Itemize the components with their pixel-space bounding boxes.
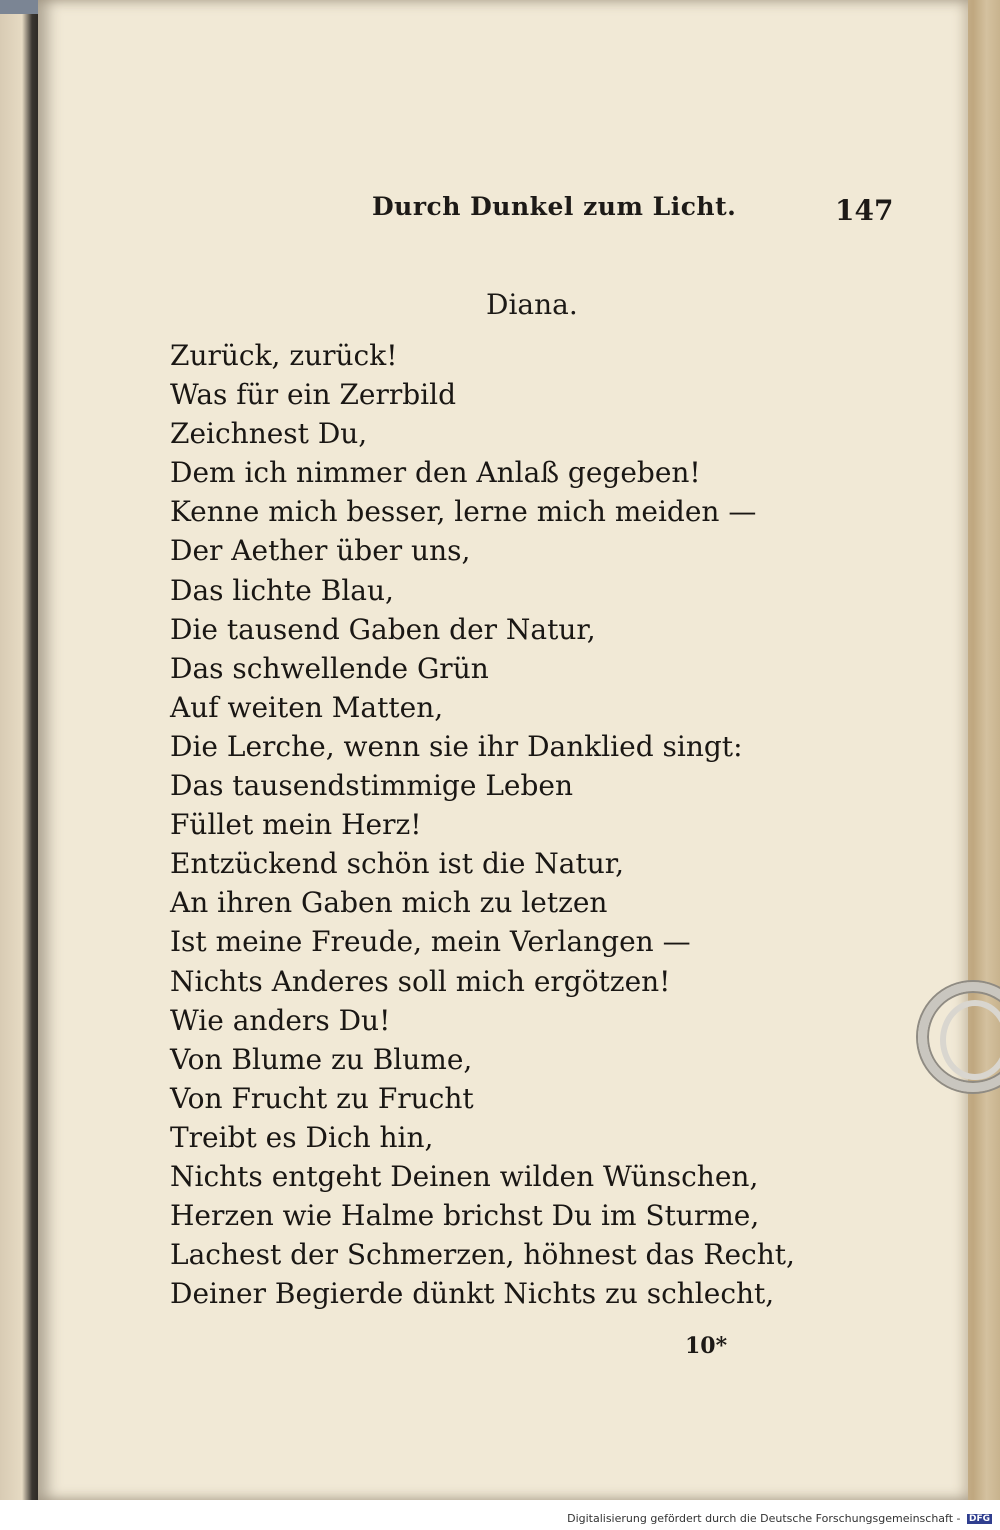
poem-title: Diana. xyxy=(486,288,578,321)
poem-line: Nichts Anderes soll mich ergötzen! xyxy=(170,964,671,998)
poem-line: Das tausendstimmige Leben xyxy=(170,769,574,803)
poem-line: Von Frucht zu Frucht xyxy=(170,1081,474,1115)
running-head: Durch Dunkel zum Licht. xyxy=(372,192,737,221)
poem-line: Was für ein Zerrbild xyxy=(170,378,457,412)
poem-line: Füllet mein Herz! xyxy=(170,808,422,842)
poem-line: Das lichte Blau, xyxy=(170,573,394,607)
poem-line: Zurück, zurück! xyxy=(170,339,398,372)
poem-line: Entzückend schön ist die Natur, xyxy=(170,847,624,881)
poem-line: Herzen wie Halme brichst Du im Sturme, xyxy=(170,1199,760,1233)
poem-line: An ihren Gaben mich zu letzen xyxy=(170,886,608,920)
poem-line: Die tausend Gaben der Natur, xyxy=(170,612,596,646)
previous-page-edge xyxy=(0,0,40,1500)
poem-body xyxy=(170,336,890,1313)
poem-line: Kenne mich besser, lerne mich meiden — xyxy=(170,495,757,529)
poem-line: Auf weiten Matten, xyxy=(170,690,444,724)
poem-line: Treibt es Dich hin, xyxy=(170,1120,434,1154)
signature-mark: 10* xyxy=(685,1333,728,1359)
poem-line: Die Lerche, wenn sie ihr Danklied singt: xyxy=(170,729,743,763)
poem-line: Deiner Begierde dünkt Nichts zu schlecht, xyxy=(170,1277,775,1311)
page-number: 147 xyxy=(835,194,894,227)
poem-line: Von Blume zu Blume, xyxy=(170,1042,473,1076)
poem-line: Das schwellende Grün xyxy=(170,651,489,685)
poem-line: Dem ich nimmer den Anlaß gegeben! xyxy=(170,456,701,490)
credit-text: Digitalisierung gefördert durch die Deutsche Forschungsgemeinschaft - xyxy=(567,1512,961,1525)
poem-line: Der Aether über uns, xyxy=(170,534,471,568)
dfg-logo: DFG xyxy=(968,1514,990,1524)
poem-line: Ist meine Freude, mein Verlangen — xyxy=(170,925,691,959)
poem-line: Wie anders Du! xyxy=(170,1003,391,1037)
digitization-credit xyxy=(567,1512,992,1525)
poem-line: Zeichnest Du, xyxy=(170,417,368,451)
poem-line: Nichts entgeht Deinen wilden Wünschen, xyxy=(170,1159,759,1193)
poem-line: Lachest der Schmerzen, höhnest das Recht, xyxy=(170,1238,795,1272)
